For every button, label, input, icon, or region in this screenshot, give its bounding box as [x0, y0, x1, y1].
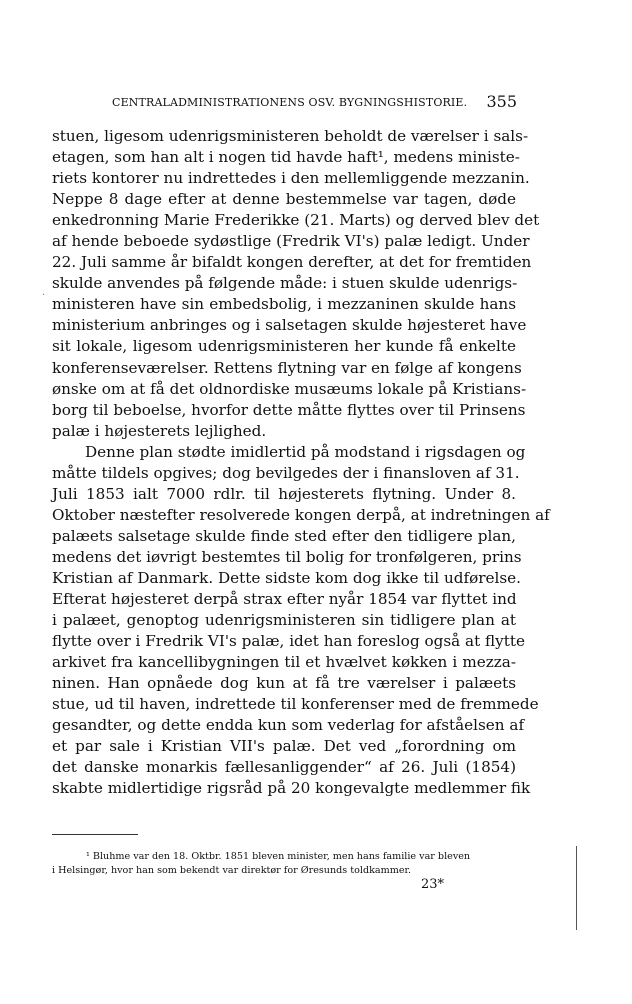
text-line: stue, ud til haven, indrettede til konferenser med de fremmede [52, 695, 539, 714]
page-number: 355 [486, 92, 517, 111]
text-line: skabte midlertidige rigsråd på 20 kongevalgte medlemmer fik [52, 779, 531, 798]
text-line: 22. Juli samme år bifaldt kongen derefter, at det for fremtiden [52, 253, 532, 272]
text-line: Efterat højesteret derpå strax efter nyår 1854 var flyttet ind [52, 590, 517, 609]
text-line: ministerium anbringes og i salsetagen skulde højesteret have [52, 316, 527, 335]
margin-speck: · [42, 290, 46, 301]
text-line: enkedronning Marie Frederikke (21. Marts) og derved blev det [52, 211, 540, 230]
footnote-line: ¹ Bluhme var den 18. Oktbr. 1851 bleven minister, men hans familie var bleven [86, 851, 471, 862]
footnote [52, 850, 518, 877]
text-line: Oktober næstefter resolverede kongen derpå, at indretningen af [52, 505, 550, 524]
text-line: skulde anvendes på følgende måde: i stuen skulde udenrigs- [52, 274, 518, 293]
text-line: ninen. Han opnåede dog kun at få tre værelser i palæets [52, 674, 516, 693]
text-line: Juli 1853 ialt 7000 rdlr. til højesterets flytning. Under 8. [52, 484, 516, 503]
text-line: riets kontorer nu indrettedes i den mellemliggende mezzanin. [52, 169, 530, 188]
signature-mark: 23* [421, 877, 445, 892]
footnote-divider [52, 834, 138, 835]
text-line: palæets salsetage skulde finde sted efter den tidligere plan, [52, 526, 516, 545]
text-line: stuen, ligesom udenrigsministeren beholdt de værelser i sals- [52, 127, 529, 145]
text-line: etagen, som han alt i nogen tid havde haft¹, medens ministe- [52, 148, 520, 167]
text-line: måtte tildels opgives; dog bevilgedes der i finansloven af 31. [52, 463, 520, 482]
running-head-title: CENTRALADMINISTRATIONENS OSV. BYGNINGSHISTORIE. [112, 96, 468, 109]
text-line: borg til beboelse, hvorfor dette måtte flyttes over til Prinsens [52, 400, 526, 419]
text-line: sit lokale, ligesom udenrigsministeren her kunde få enkelte [52, 337, 516, 356]
text-line: medens det iøvrigt bestemtes til bolig for tronfølgeren, prins [52, 547, 522, 566]
text-line: ministeren have sin embedsbolig, i mezzaninen skulde hans [52, 295, 516, 314]
text-line: et par sale i Kristian VII's palæ. Det ved „forordning om [52, 737, 516, 756]
paragraph-first-line: Denne plan stødte imidlertid på modstand i rigsdagen og [85, 442, 526, 461]
paragraph-last-line: palæ i højesterets lejlighed. [52, 421, 267, 440]
text-line: Neppe 8 dage efter at denne bestemmelse var tagen, døde [52, 190, 516, 209]
text-line: Kristian af Danmark. Dette sidste kom dog ikke til udførelse. [52, 568, 521, 587]
text-line: flytte over i Fredrik VI's palæ, idet han foreslog også at flytte [52, 632, 525, 651]
text-line: af hende beboede sydøstlige (Fredrik VI's) palæ ledigt. Under [52, 232, 530, 251]
running-header [112, 92, 517, 112]
text-line: det danske monarkis fællesanliggender“ af 26. Juli (1854) [52, 758, 516, 777]
text-line: gesandter, og dette endda kun som vederlag for afståelsen af [52, 716, 525, 735]
margin-line [576, 846, 577, 930]
text-line: i palæet, genoptog udenrigsministeren sin tidligere plan at [52, 611, 516, 630]
text-line: arkivet fra kancellibygningen til et hvælvet køkken i mezza- [52, 653, 516, 672]
text-line: ønske om at få det oldnordiske musæums lokale på Kristians- [52, 379, 527, 398]
body-text [52, 126, 550, 800]
footnote-line: i Helsingør, hvor han som bekendt var direktør for Øresunds toldkammer. [52, 864, 412, 876]
text-line: konferenseværelser. Rettens flytning var en følge af kongens [52, 358, 522, 377]
